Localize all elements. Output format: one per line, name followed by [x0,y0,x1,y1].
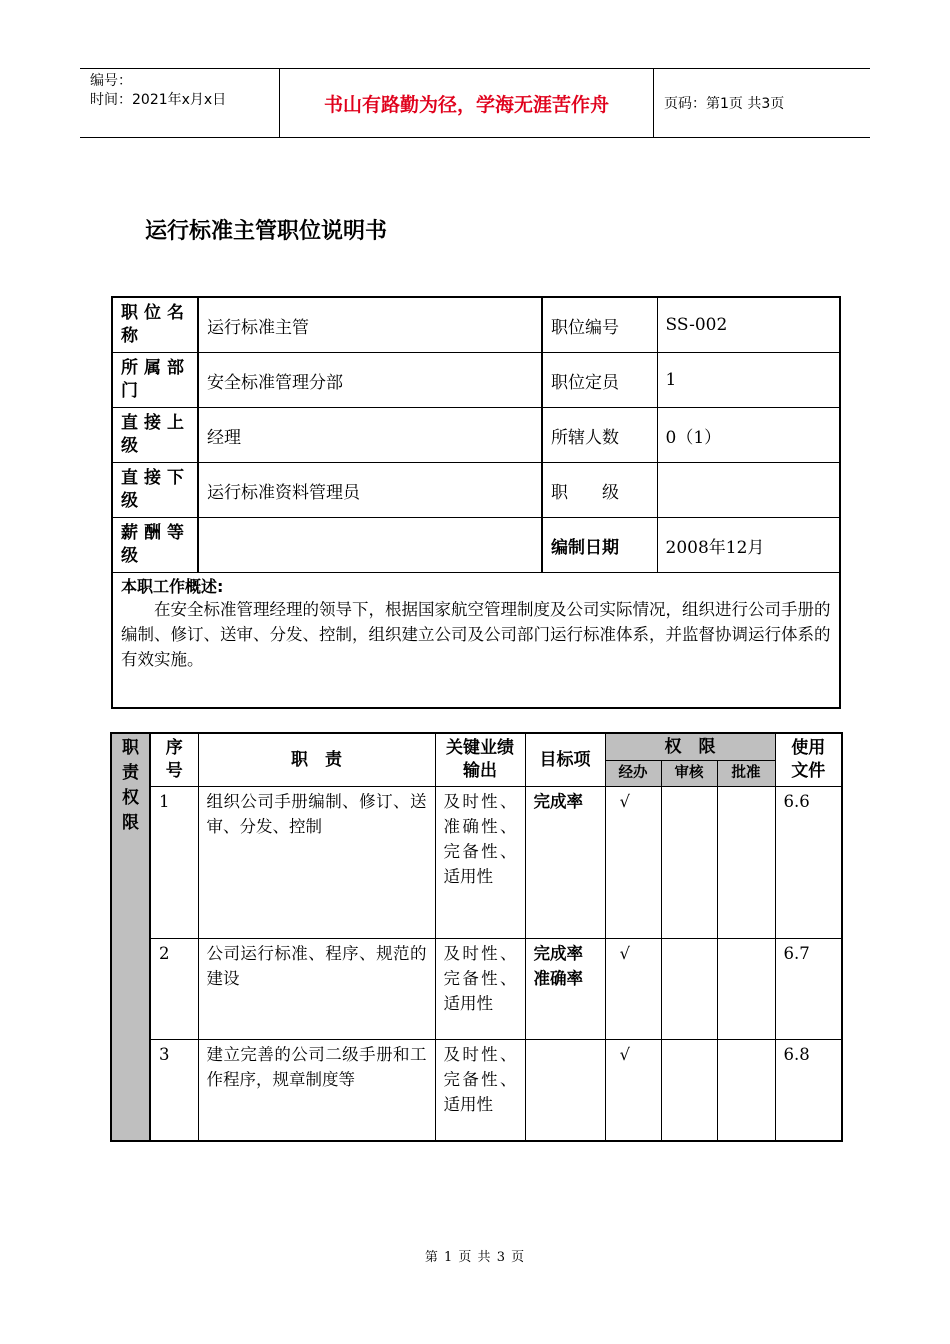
page-header [80,68,870,138]
header-meta [80,69,280,137]
info-value [198,518,542,573]
info-value: 经理 [198,408,542,463]
info-value: SS-002 [657,297,840,353]
header-approve: 批准 [717,761,775,787]
info-value: 2008年12月 [657,518,840,573]
header-review: 审核 [661,761,717,787]
info-label: 职位定员 [542,353,657,408]
info-row [112,353,840,408]
side-label-duty-authority: 职责权限 [111,733,150,1141]
duty-authority-table [110,732,843,1142]
row-approve [717,1040,775,1141]
info-label: 职位编号 [542,297,657,353]
info-value: 安全标准管理分部 [198,353,542,408]
info-label: 编制日期 [542,518,657,573]
header-row [111,733,842,761]
info-value: 运行标准资料管理员 [198,463,542,518]
document-title: 运行标准主管职位说明书 [145,219,388,244]
row-review [661,1040,717,1141]
row-target: 完成率准确率 [525,939,605,1040]
table-row [111,1040,842,1141]
row-approve [717,939,775,1040]
row-seq: 2 [150,939,198,1040]
row-output: 及时性、完备性、适用性 [435,939,525,1040]
row-duty: 建立完善的公司二级手册和工作程序，规章制度等 [198,1040,435,1141]
row-handle: √ [605,1040,661,1141]
job-summary [112,573,840,709]
row-file: 6.8 [775,1040,842,1141]
row-target: 完成率 [525,787,605,939]
info-label: 所属部门 [112,353,198,408]
row-duty: 公司运行标准、程序、规范的建设 [198,939,435,1040]
number-label: 编号： [90,73,132,89]
row-review [661,939,717,1040]
row-handle: √ [605,939,661,1040]
summary-text: 在安全标准管理经理的领导下，根据国家航空管理制度及公司实际情况，组织进行公司手册的编制、修订、送审、分发、控制，组织建立公司及公司部门运行标准体系，并监督协调运行体系的有效实施。 [121,600,831,669]
position-info-table [111,296,841,709]
row-file: 6.7 [775,939,842,1040]
header-handle: 经办 [605,761,661,787]
info-label: 所辖人数 [542,408,657,463]
header-output: 关键业绩输出 [435,733,525,787]
row-output: 及时性、准确性、完备性、适用性 [435,787,525,939]
row-file: 6.6 [775,787,842,939]
table-row [111,939,842,1040]
info-label: 薪酬等级 [112,518,198,573]
header-authority: 权 限 [605,733,775,761]
info-value: 运行标准主管 [198,297,542,353]
info-row [112,518,840,573]
table-row [111,787,842,939]
row-target [525,1040,605,1141]
page-footer: 第 1 页 共 3 页 [424,1250,526,1265]
info-label: 直接上级 [112,408,198,463]
info-value [657,463,840,518]
row-output: 及时性、完备性、适用性 [435,1040,525,1141]
header-target: 目标项 [525,733,605,787]
info-row [112,463,840,518]
info-value: 1 [657,353,840,408]
info-row [112,408,840,463]
row-seq: 3 [150,1040,198,1141]
header-seq: 序号 [150,733,198,787]
row-handle: √ [605,787,661,939]
info-value: 0（1） [657,408,840,463]
header-use-file: 使用文件 [775,733,842,787]
row-review [661,787,717,939]
header-page-info: 页码：第1页 共3页 [664,96,785,112]
summary-label: 本职工作概述: [121,577,224,596]
header-duty: 职 责 [198,733,435,787]
info-label: 职位名称 [112,297,198,353]
row-duty: 组织公司手册编制、修订、送审、分发、控制 [198,787,435,939]
info-label: 职 级 [542,463,657,518]
info-row [112,297,840,353]
time-label: 时间：2021年x月x日 [90,92,227,108]
header-motto: 书山有路勤为径，学海无涯苦作舟 [280,69,654,137]
row-seq: 1 [150,787,198,939]
info-label: 直接下级 [112,463,198,518]
row-approve [717,787,775,939]
